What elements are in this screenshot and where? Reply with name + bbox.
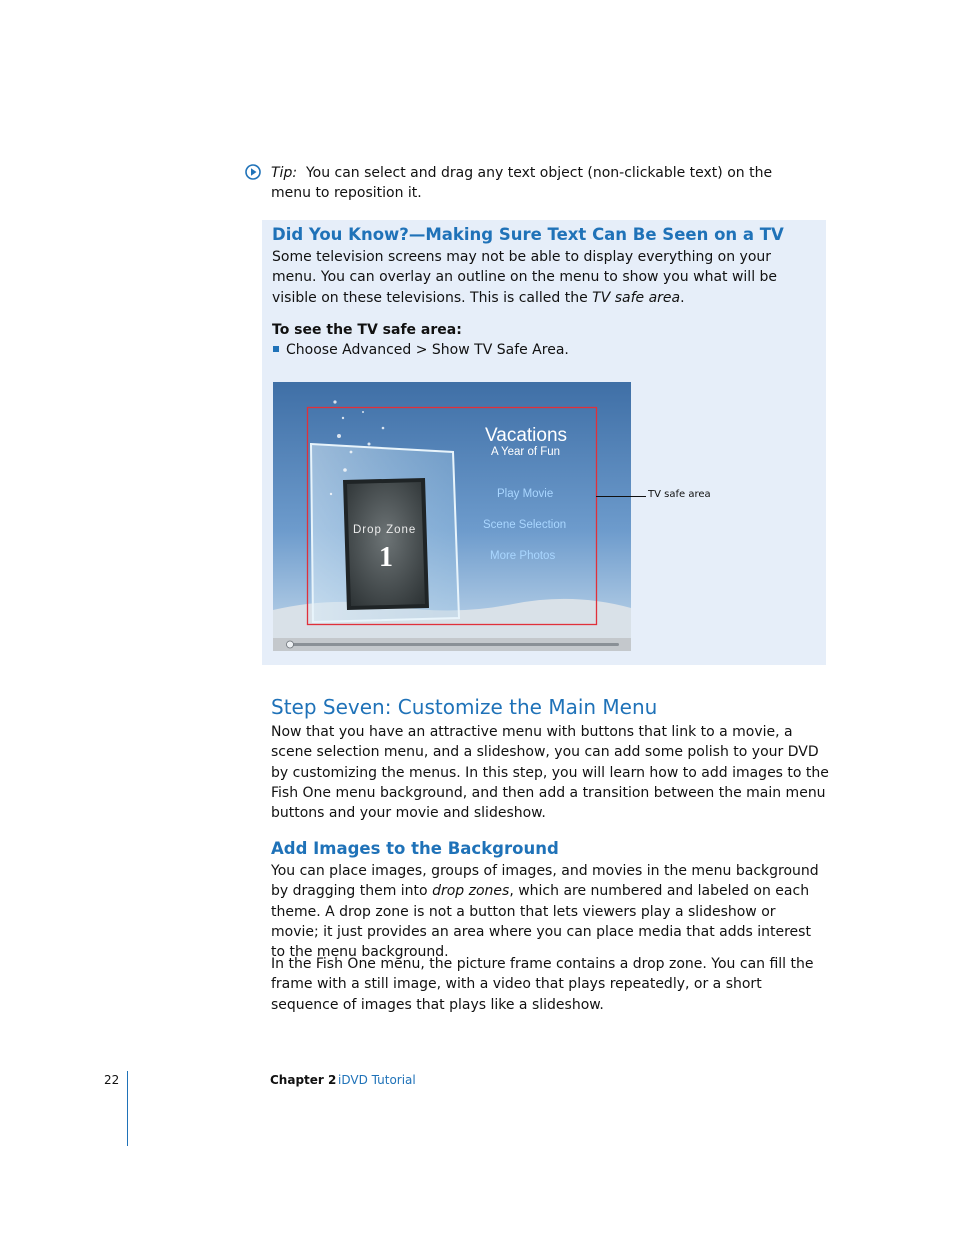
callout-tv-safe-area: TV safe area: [648, 489, 711, 500]
menu-button-play-movie[interactable]: Play Movie: [497, 488, 554, 500]
paragraph-text: You can place images, groups of images, and movies in the menu background by dragging them into: [271, 863, 819, 900]
menu-button-more-photos[interactable]: More Photos: [490, 550, 556, 562]
procedure-step-text: Choose Advanced > Show TV Safe Area.: [286, 342, 569, 358]
drop-zone-label: Drop Zone: [353, 524, 417, 536]
page-number: 22: [104, 1073, 120, 1087]
paragraph-text-end: , which are numbered and labeled on each theme. A drop zone is not a button that lets viewers play a slideshow or movie; it just provides an area where you can place media that adds interest to the menu background.: [271, 883, 811, 961]
scrubber-track: [287, 643, 619, 646]
drop-zone-number: 1: [379, 542, 393, 573]
menu-subtitle: A Year of Fun: [491, 446, 561, 458]
add-images-paragraph-1: [271, 861, 821, 962]
idvd-menu-screenshot: [273, 382, 631, 651]
section-title-step-seven: Step Seven: Customize the Main Menu: [271, 695, 658, 719]
subsection-title-add-images: Add Images to the Background: [271, 839, 559, 858]
footer-chapter: Chapter 2: [270, 1073, 337, 1087]
tip-paragraph: [271, 163, 811, 204]
procedure-step: [272, 340, 569, 360]
term-tv-safe-area: TV safe area: [592, 289, 681, 306]
footer-chapter-name[interactable]: iDVD Tutorial: [338, 1073, 416, 1087]
callout-line: [596, 495, 646, 498]
tip-arrow-icon: [245, 164, 261, 180]
menu-title: Vacations: [485, 425, 568, 446]
did-you-know-title: Did You Know?—Making Sure Text Can Be Seen on a TV: [272, 225, 784, 244]
body-text-end: .: [680, 289, 685, 306]
procedure-heading: To see the TV safe area:: [272, 322, 462, 338]
menu-button-scene-selection[interactable]: Scene Selection: [483, 519, 567, 531]
bullet-square-icon: [273, 346, 279, 352]
tip-text: You can select and drag any text object (non-clickable text) on the menu to reposition it.: [271, 165, 773, 202]
term-drop-zones: drop zones: [432, 883, 510, 900]
body-text: Some television screens may not be able to display everything on your menu. You can overlay an outline on the menu to show you what will be visible on these televisions. This is called the: [272, 249, 778, 306]
step-seven-body: Now that you have an attractive menu with buttons that link to a movie, a scene selection menu, and a slideshow, you can add some polish to your DVD by customizing the menus. In this step, you will learn how to add images to the Fish One menu background, and then add a transition between the main menu buttons and your movie and slideshow.: [271, 724, 829, 822]
did-you-know-body: [272, 247, 817, 308]
scrubber-handle[interactable]: [287, 641, 294, 648]
add-images-paragraph-2: In the Fish One menu, the picture frame contains a drop zone. You can fill the frame with a still image, with a video that plays repeatedly, or a short sequence of images that plays like a slideshow.: [271, 956, 814, 1013]
footer-rule: [127, 1071, 128, 1146]
tip-label: Tip:: [271, 165, 298, 181]
